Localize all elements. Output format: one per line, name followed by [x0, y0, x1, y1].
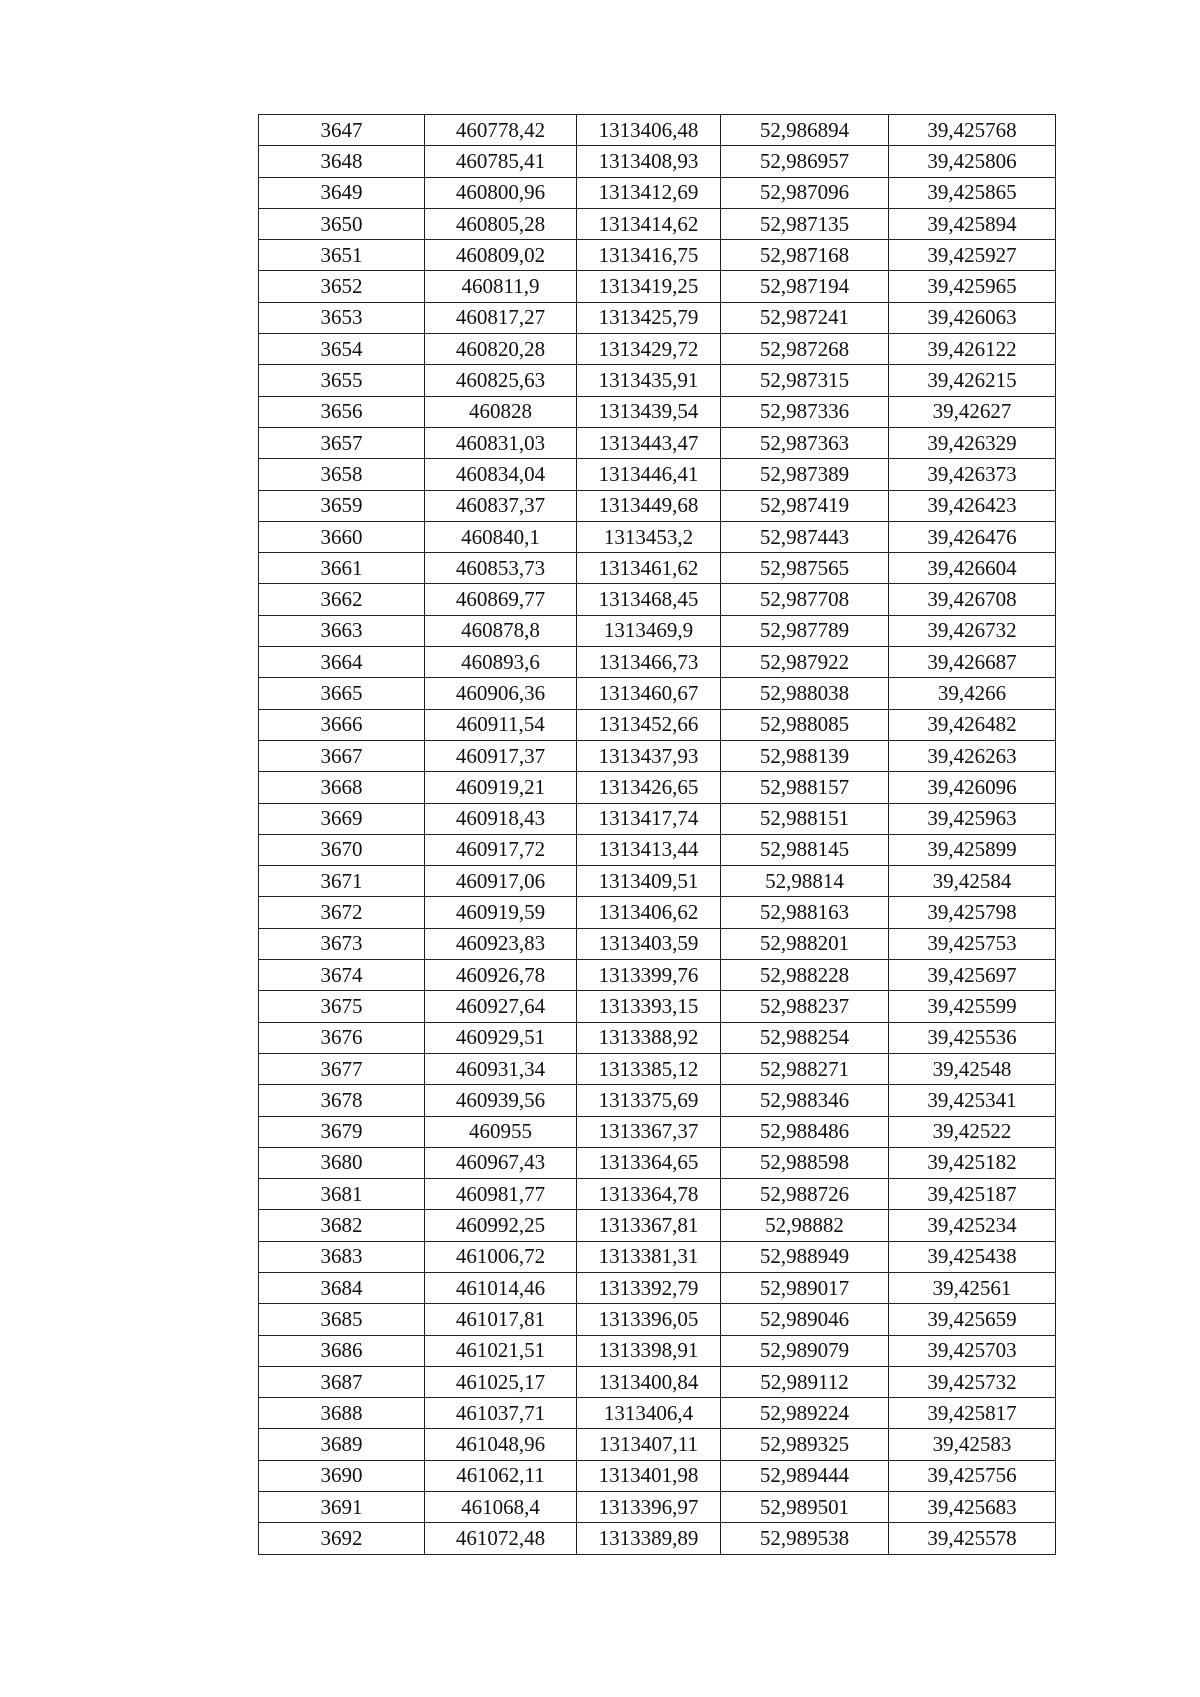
x-coordinate-cell: 460837,37 [425, 490, 577, 521]
y-coordinate-cell: 1313435,91 [577, 365, 721, 396]
longitude-cell: 39,426263 [889, 740, 1056, 771]
table-row [259, 1460, 1056, 1491]
point-number-cell: 3690 [259, 1460, 425, 1491]
latitude-cell: 52,987708 [721, 584, 889, 615]
table-row [259, 146, 1056, 177]
x-coordinate-cell: 460917,72 [425, 834, 577, 865]
point-number-cell: 3684 [259, 1272, 425, 1303]
latitude-cell: 52,988346 [721, 1085, 889, 1116]
longitude-cell: 39,426373 [889, 459, 1056, 490]
table-row [259, 1304, 1056, 1335]
latitude-cell: 52,989112 [721, 1366, 889, 1397]
point-number-cell: 3666 [259, 709, 425, 740]
table-row [259, 1116, 1056, 1147]
latitude-cell: 52,988145 [721, 834, 889, 865]
x-coordinate-cell: 461025,17 [425, 1366, 577, 1397]
x-coordinate-cell: 460981,77 [425, 1179, 577, 1210]
y-coordinate-cell: 1313406,4 [577, 1398, 721, 1429]
table-row [259, 1147, 1056, 1178]
y-coordinate-cell: 1313364,65 [577, 1147, 721, 1178]
point-number-cell: 3675 [259, 991, 425, 1022]
longitude-cell: 39,42522 [889, 1116, 1056, 1147]
table-row [259, 365, 1056, 396]
x-coordinate-cell: 460929,51 [425, 1022, 577, 1053]
latitude-cell: 52,989079 [721, 1335, 889, 1366]
x-coordinate-cell: 460893,6 [425, 647, 577, 678]
latitude-cell: 52,987419 [721, 490, 889, 521]
point-number-cell: 3657 [259, 427, 425, 458]
y-coordinate-cell: 1313425,79 [577, 302, 721, 333]
latitude-cell: 52,988085 [721, 709, 889, 740]
x-coordinate-cell: 460817,27 [425, 302, 577, 333]
table-row [259, 208, 1056, 239]
point-number-cell: 3653 [259, 302, 425, 333]
point-number-cell: 3687 [259, 1366, 425, 1397]
longitude-cell: 39,4266 [889, 678, 1056, 709]
x-coordinate-cell: 461014,46 [425, 1272, 577, 1303]
longitude-cell: 39,425753 [889, 928, 1056, 959]
x-coordinate-cell: 460923,83 [425, 928, 577, 959]
y-coordinate-cell: 1313393,15 [577, 991, 721, 1022]
longitude-cell: 39,425599 [889, 991, 1056, 1022]
point-number-cell: 3682 [259, 1210, 425, 1241]
y-coordinate-cell: 1313399,76 [577, 960, 721, 991]
y-coordinate-cell: 1313416,75 [577, 240, 721, 271]
y-coordinate-cell: 1313381,31 [577, 1241, 721, 1272]
point-number-cell: 3669 [259, 803, 425, 834]
x-coordinate-cell: 460820,28 [425, 334, 577, 365]
x-coordinate-cell: 460805,28 [425, 208, 577, 239]
table-row [259, 334, 1056, 365]
table-row [259, 177, 1056, 208]
point-number-cell: 3651 [259, 240, 425, 271]
y-coordinate-cell: 1313406,48 [577, 115, 721, 146]
point-number-cell: 3647 [259, 115, 425, 146]
point-number-cell: 3648 [259, 146, 425, 177]
table-row [259, 647, 1056, 678]
x-coordinate-cell: 461021,51 [425, 1335, 577, 1366]
longitude-cell: 39,425697 [889, 960, 1056, 991]
y-coordinate-cell: 1313439,54 [577, 396, 721, 427]
y-coordinate-cell: 1313375,69 [577, 1085, 721, 1116]
x-coordinate-cell: 460828 [425, 396, 577, 427]
longitude-cell: 39,426476 [889, 521, 1056, 552]
latitude-cell: 52,98882 [721, 1210, 889, 1241]
y-coordinate-cell: 1313396,97 [577, 1492, 721, 1523]
table-row [259, 240, 1056, 271]
x-coordinate-cell: 460967,43 [425, 1147, 577, 1178]
y-coordinate-cell: 1313419,25 [577, 271, 721, 302]
y-coordinate-cell: 1313429,72 [577, 334, 721, 365]
x-coordinate-cell: 460919,59 [425, 897, 577, 928]
table-row [259, 678, 1056, 709]
table-row [259, 960, 1056, 991]
latitude-cell: 52,989046 [721, 1304, 889, 1335]
table-row [259, 553, 1056, 584]
table-row [259, 1085, 1056, 1116]
point-number-cell: 3672 [259, 897, 425, 928]
y-coordinate-cell: 1313401,98 [577, 1460, 721, 1491]
point-number-cell: 3659 [259, 490, 425, 521]
x-coordinate-cell: 460811,9 [425, 271, 577, 302]
longitude-cell: 39,426604 [889, 553, 1056, 584]
longitude-cell: 39,42584 [889, 866, 1056, 897]
table-row [259, 897, 1056, 928]
latitude-cell: 52,989538 [721, 1523, 889, 1554]
x-coordinate-cell: 461017,81 [425, 1304, 577, 1335]
point-number-cell: 3692 [259, 1523, 425, 1554]
longitude-cell: 39,425341 [889, 1085, 1056, 1116]
table-row [259, 928, 1056, 959]
longitude-cell: 39,426708 [889, 584, 1056, 615]
x-coordinate-cell: 460918,43 [425, 803, 577, 834]
y-coordinate-cell: 1313461,62 [577, 553, 721, 584]
latitude-cell: 52,988598 [721, 1147, 889, 1178]
x-coordinate-cell: 460917,06 [425, 866, 577, 897]
longitude-cell: 39,425683 [889, 1492, 1056, 1523]
y-coordinate-cell: 1313398,91 [577, 1335, 721, 1366]
table-row [259, 1053, 1056, 1084]
table-row [259, 709, 1056, 740]
x-coordinate-cell: 460911,54 [425, 709, 577, 740]
longitude-cell: 39,426482 [889, 709, 1056, 740]
longitude-cell: 39,425438 [889, 1241, 1056, 1272]
point-number-cell: 3674 [259, 960, 425, 991]
x-coordinate-cell: 460927,64 [425, 991, 577, 1022]
point-number-cell: 3665 [259, 678, 425, 709]
table-row [259, 1398, 1056, 1429]
point-number-cell: 3685 [259, 1304, 425, 1335]
x-coordinate-cell: 460800,96 [425, 177, 577, 208]
longitude-cell: 39,425756 [889, 1460, 1056, 1491]
y-coordinate-cell: 1313403,59 [577, 928, 721, 959]
longitude-cell: 39,425965 [889, 271, 1056, 302]
table-row [259, 584, 1056, 615]
y-coordinate-cell: 1313400,84 [577, 1366, 721, 1397]
longitude-cell: 39,426423 [889, 490, 1056, 521]
point-number-cell: 3673 [259, 928, 425, 959]
x-coordinate-cell: 460785,41 [425, 146, 577, 177]
x-coordinate-cell: 461006,72 [425, 1241, 577, 1272]
latitude-cell: 52,989444 [721, 1460, 889, 1491]
table-row [259, 427, 1056, 458]
y-coordinate-cell: 1313468,45 [577, 584, 721, 615]
coordinates-table [258, 114, 1056, 1555]
y-coordinate-cell: 1313367,37 [577, 1116, 721, 1147]
longitude-cell: 39,425732 [889, 1366, 1056, 1397]
table-row [259, 1272, 1056, 1303]
table-row [259, 271, 1056, 302]
y-coordinate-cell: 1313452,66 [577, 709, 721, 740]
longitude-cell: 39,425899 [889, 834, 1056, 865]
table-row [259, 834, 1056, 865]
longitude-cell: 39,425536 [889, 1022, 1056, 1053]
table-row [259, 490, 1056, 521]
point-number-cell: 3679 [259, 1116, 425, 1147]
latitude-cell: 52,987789 [721, 615, 889, 646]
x-coordinate-cell: 460926,78 [425, 960, 577, 991]
latitude-cell: 52,987194 [721, 271, 889, 302]
latitude-cell: 52,987315 [721, 365, 889, 396]
latitude-cell: 52,987168 [721, 240, 889, 271]
table-row [259, 772, 1056, 803]
latitude-cell: 52,98814 [721, 866, 889, 897]
y-coordinate-cell: 1313449,68 [577, 490, 721, 521]
x-coordinate-cell: 460906,36 [425, 678, 577, 709]
x-coordinate-cell: 460917,37 [425, 740, 577, 771]
point-number-cell: 3678 [259, 1085, 425, 1116]
latitude-cell: 52,988163 [721, 897, 889, 928]
x-coordinate-cell: 460778,42 [425, 115, 577, 146]
y-coordinate-cell: 1313446,41 [577, 459, 721, 490]
x-coordinate-cell: 460825,63 [425, 365, 577, 396]
table-row [259, 1523, 1056, 1554]
y-coordinate-cell: 1313408,93 [577, 146, 721, 177]
point-number-cell: 3677 [259, 1053, 425, 1084]
point-number-cell: 3681 [259, 1179, 425, 1210]
longitude-cell: 39,426732 [889, 615, 1056, 646]
point-number-cell: 3667 [259, 740, 425, 771]
point-number-cell: 3668 [259, 772, 425, 803]
y-coordinate-cell: 1313364,78 [577, 1179, 721, 1210]
point-number-cell: 3656 [259, 396, 425, 427]
latitude-cell: 52,987135 [721, 208, 889, 239]
point-number-cell: 3661 [259, 553, 425, 584]
longitude-cell: 39,425817 [889, 1398, 1056, 1429]
table-row [259, 803, 1056, 834]
latitude-cell: 52,988254 [721, 1022, 889, 1053]
y-coordinate-cell: 1313460,67 [577, 678, 721, 709]
table-row [259, 459, 1056, 490]
latitude-cell: 52,988486 [721, 1116, 889, 1147]
table-row [259, 521, 1056, 552]
point-number-cell: 3683 [259, 1241, 425, 1272]
longitude-cell: 39,425182 [889, 1147, 1056, 1178]
table-row [259, 866, 1056, 897]
y-coordinate-cell: 1313413,44 [577, 834, 721, 865]
table-row [259, 1179, 1056, 1210]
table-row [259, 1210, 1056, 1241]
longitude-cell: 39,425927 [889, 240, 1056, 271]
table-row [259, 115, 1056, 146]
point-number-cell: 3655 [259, 365, 425, 396]
y-coordinate-cell: 1313406,62 [577, 897, 721, 928]
longitude-cell: 39,425768 [889, 115, 1056, 146]
y-coordinate-cell: 1313367,81 [577, 1210, 721, 1241]
point-number-cell: 3649 [259, 177, 425, 208]
x-coordinate-cell: 461062,11 [425, 1460, 577, 1491]
point-number-cell: 3686 [259, 1335, 425, 1366]
longitude-cell: 39,425703 [889, 1335, 1056, 1366]
longitude-cell: 39,425963 [889, 803, 1056, 834]
x-coordinate-cell: 460955 [425, 1116, 577, 1147]
latitude-cell: 52,986894 [721, 115, 889, 146]
point-number-cell: 3658 [259, 459, 425, 490]
latitude-cell: 52,987096 [721, 177, 889, 208]
latitude-cell: 52,988151 [721, 803, 889, 834]
y-coordinate-cell: 1313414,62 [577, 208, 721, 239]
y-coordinate-cell: 1313443,47 [577, 427, 721, 458]
latitude-cell: 52,989325 [721, 1429, 889, 1460]
x-coordinate-cell: 460939,56 [425, 1085, 577, 1116]
point-number-cell: 3660 [259, 521, 425, 552]
y-coordinate-cell: 1313412,69 [577, 177, 721, 208]
latitude-cell: 52,989017 [721, 1272, 889, 1303]
longitude-cell: 39,42627 [889, 396, 1056, 427]
x-coordinate-cell: 461037,71 [425, 1398, 577, 1429]
latitude-cell: 52,989501 [721, 1492, 889, 1523]
table-row [259, 396, 1056, 427]
latitude-cell: 52,987241 [721, 302, 889, 333]
longitude-cell: 39,425894 [889, 208, 1056, 239]
longitude-cell: 39,425187 [889, 1179, 1056, 1210]
longitude-cell: 39,425798 [889, 897, 1056, 928]
latitude-cell: 52,988201 [721, 928, 889, 959]
y-coordinate-cell: 1313407,11 [577, 1429, 721, 1460]
x-coordinate-cell: 460869,77 [425, 584, 577, 615]
latitude-cell: 52,987565 [721, 553, 889, 584]
table-row [259, 1429, 1056, 1460]
x-coordinate-cell: 460931,34 [425, 1053, 577, 1084]
point-number-cell: 3663 [259, 615, 425, 646]
latitude-cell: 52,988139 [721, 740, 889, 771]
x-coordinate-cell: 460809,02 [425, 240, 577, 271]
latitude-cell: 52,988038 [721, 678, 889, 709]
latitude-cell: 52,986957 [721, 146, 889, 177]
x-coordinate-cell: 460853,73 [425, 553, 577, 584]
point-number-cell: 3654 [259, 334, 425, 365]
latitude-cell: 52,988271 [721, 1053, 889, 1084]
longitude-cell: 39,425234 [889, 1210, 1056, 1241]
longitude-cell: 39,425659 [889, 1304, 1056, 1335]
table-row [259, 1241, 1056, 1272]
latitude-cell: 52,988949 [721, 1241, 889, 1272]
x-coordinate-cell: 460992,25 [425, 1210, 577, 1241]
table-row [259, 740, 1056, 771]
latitude-cell: 52,987268 [721, 334, 889, 365]
x-coordinate-cell: 461072,48 [425, 1523, 577, 1554]
point-number-cell: 3676 [259, 1022, 425, 1053]
x-coordinate-cell: 460878,8 [425, 615, 577, 646]
latitude-cell: 52,987336 [721, 396, 889, 427]
longitude-cell: 39,42548 [889, 1053, 1056, 1084]
y-coordinate-cell: 1313453,2 [577, 521, 721, 552]
x-coordinate-cell: 461068,4 [425, 1492, 577, 1523]
longitude-cell: 39,42561 [889, 1272, 1056, 1303]
table-row [259, 991, 1056, 1022]
y-coordinate-cell: 1313385,12 [577, 1053, 721, 1084]
latitude-cell: 52,989224 [721, 1398, 889, 1429]
latitude-cell: 52,987389 [721, 459, 889, 490]
latitude-cell: 52,987443 [721, 521, 889, 552]
y-coordinate-cell: 1313409,51 [577, 866, 721, 897]
longitude-cell: 39,42583 [889, 1429, 1056, 1460]
y-coordinate-cell: 1313437,93 [577, 740, 721, 771]
point-number-cell: 3662 [259, 584, 425, 615]
point-number-cell: 3670 [259, 834, 425, 865]
longitude-cell: 39,425865 [889, 177, 1056, 208]
longitude-cell: 39,426215 [889, 365, 1056, 396]
latitude-cell: 52,988726 [721, 1179, 889, 1210]
point-number-cell: 3664 [259, 647, 425, 678]
longitude-cell: 39,425806 [889, 146, 1056, 177]
point-number-cell: 3652 [259, 271, 425, 302]
x-coordinate-cell: 460919,21 [425, 772, 577, 803]
point-number-cell: 3671 [259, 866, 425, 897]
y-coordinate-cell: 1313389,89 [577, 1523, 721, 1554]
longitude-cell: 39,426096 [889, 772, 1056, 803]
latitude-cell: 52,988157 [721, 772, 889, 803]
y-coordinate-cell: 1313392,79 [577, 1272, 721, 1303]
latitude-cell: 52,987922 [721, 647, 889, 678]
latitude-cell: 52,988228 [721, 960, 889, 991]
table-row [259, 1492, 1056, 1523]
x-coordinate-cell: 460831,03 [425, 427, 577, 458]
longitude-cell: 39,426329 [889, 427, 1056, 458]
table-row [259, 302, 1056, 333]
table-row [259, 615, 1056, 646]
point-number-cell: 3691 [259, 1492, 425, 1523]
longitude-cell: 39,426063 [889, 302, 1056, 333]
point-number-cell: 3680 [259, 1147, 425, 1178]
point-number-cell: 3689 [259, 1429, 425, 1460]
y-coordinate-cell: 1313469,9 [577, 615, 721, 646]
longitude-cell: 39,426122 [889, 334, 1056, 365]
y-coordinate-cell: 1313466,73 [577, 647, 721, 678]
coordinates-table-body [259, 115, 1056, 1555]
x-coordinate-cell: 460834,04 [425, 459, 577, 490]
latitude-cell: 52,988237 [721, 991, 889, 1022]
x-coordinate-cell: 461048,96 [425, 1429, 577, 1460]
y-coordinate-cell: 1313426,65 [577, 772, 721, 803]
y-coordinate-cell: 1313417,74 [577, 803, 721, 834]
y-coordinate-cell: 1313396,05 [577, 1304, 721, 1335]
x-coordinate-cell: 460840,1 [425, 521, 577, 552]
table-row [259, 1335, 1056, 1366]
latitude-cell: 52,987363 [721, 427, 889, 458]
point-number-cell: 3688 [259, 1398, 425, 1429]
y-coordinate-cell: 1313388,92 [577, 1022, 721, 1053]
longitude-cell: 39,426687 [889, 647, 1056, 678]
table-row [259, 1022, 1056, 1053]
table-row [259, 1366, 1056, 1397]
longitude-cell: 39,425578 [889, 1523, 1056, 1554]
point-number-cell: 3650 [259, 208, 425, 239]
